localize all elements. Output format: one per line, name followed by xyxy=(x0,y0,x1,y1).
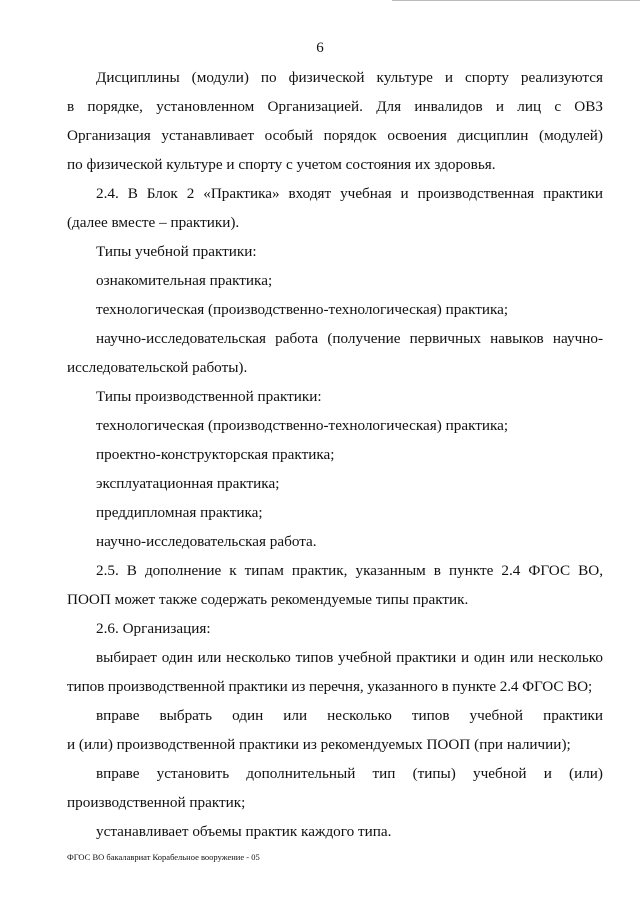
text-line: и (или) производственной практики из рекомендуемых ПООП (при наличии); xyxy=(67,736,571,753)
list-item: ознакомительная практика; xyxy=(96,272,273,289)
list-item: технологическая (производственно-технологическая) практика; xyxy=(96,301,509,318)
text-line: 2.6. Организация: xyxy=(96,620,211,637)
scan-edge-line xyxy=(392,0,640,1)
list-item: вправе выбрать один или несколько типов учебной практики xyxy=(96,707,603,724)
text-line: 2.4. В Блок 2 «Практика» входят учебная и производственная практики xyxy=(96,185,603,202)
list-item: вправе установить дополнительный тип (типы) учебной и (или) xyxy=(96,765,603,782)
page-footer: ФГОС ВО бакалавриат Корабельное вооружение - 05 xyxy=(67,852,260,862)
text-line: типов производственной практики из перечня, указанного в пункте 2.4 ФГОС ВО; xyxy=(67,678,593,695)
text-line: в порядке, установленном Организацией. Для инвалидов и лиц с ОВЗ xyxy=(67,98,603,115)
text-line: по физической культуре и спорту с учетом состояния их здоровья. xyxy=(67,156,496,173)
list-item: научно-исследовательская работа. xyxy=(96,533,317,550)
page-number: 6 xyxy=(316,40,324,56)
text-line: 2.5. В дополнение к типам практик, указанным в пункте 2.4 ФГОС ВО, xyxy=(96,562,603,579)
text-line: Дисциплины (модули) по физической культуре и спорту реализуются xyxy=(96,69,603,86)
text-line: Типы учебной практики: xyxy=(96,243,257,260)
text-line: исследовательской работы). xyxy=(67,359,248,376)
list-item: выбирает один или несколько типов учебной практики и один или несколько xyxy=(96,649,603,666)
list-item: технологическая (производственно-технологическая) практика; xyxy=(96,417,509,434)
text-line: Типы производственной практики: xyxy=(96,388,322,405)
list-item: эксплуатационная практика; xyxy=(96,475,280,492)
list-item: научно-исследовательская работа (получение первичных навыков научно- xyxy=(96,330,603,347)
text-line: производственной практик; xyxy=(67,794,246,811)
text-line: ПООП может также содержать рекомендуемые типы практик. xyxy=(67,591,469,608)
list-item: устанавливает объемы практик каждого типа. xyxy=(96,823,392,840)
text-line: Организация устанавливает особый порядок освоения дисциплин (модулей) xyxy=(67,127,603,144)
list-item: проектно-конструкторская практика; xyxy=(96,446,335,463)
text-line: (далее вместе – практики). xyxy=(67,214,240,231)
list-item: преддипломная практика; xyxy=(96,504,263,521)
